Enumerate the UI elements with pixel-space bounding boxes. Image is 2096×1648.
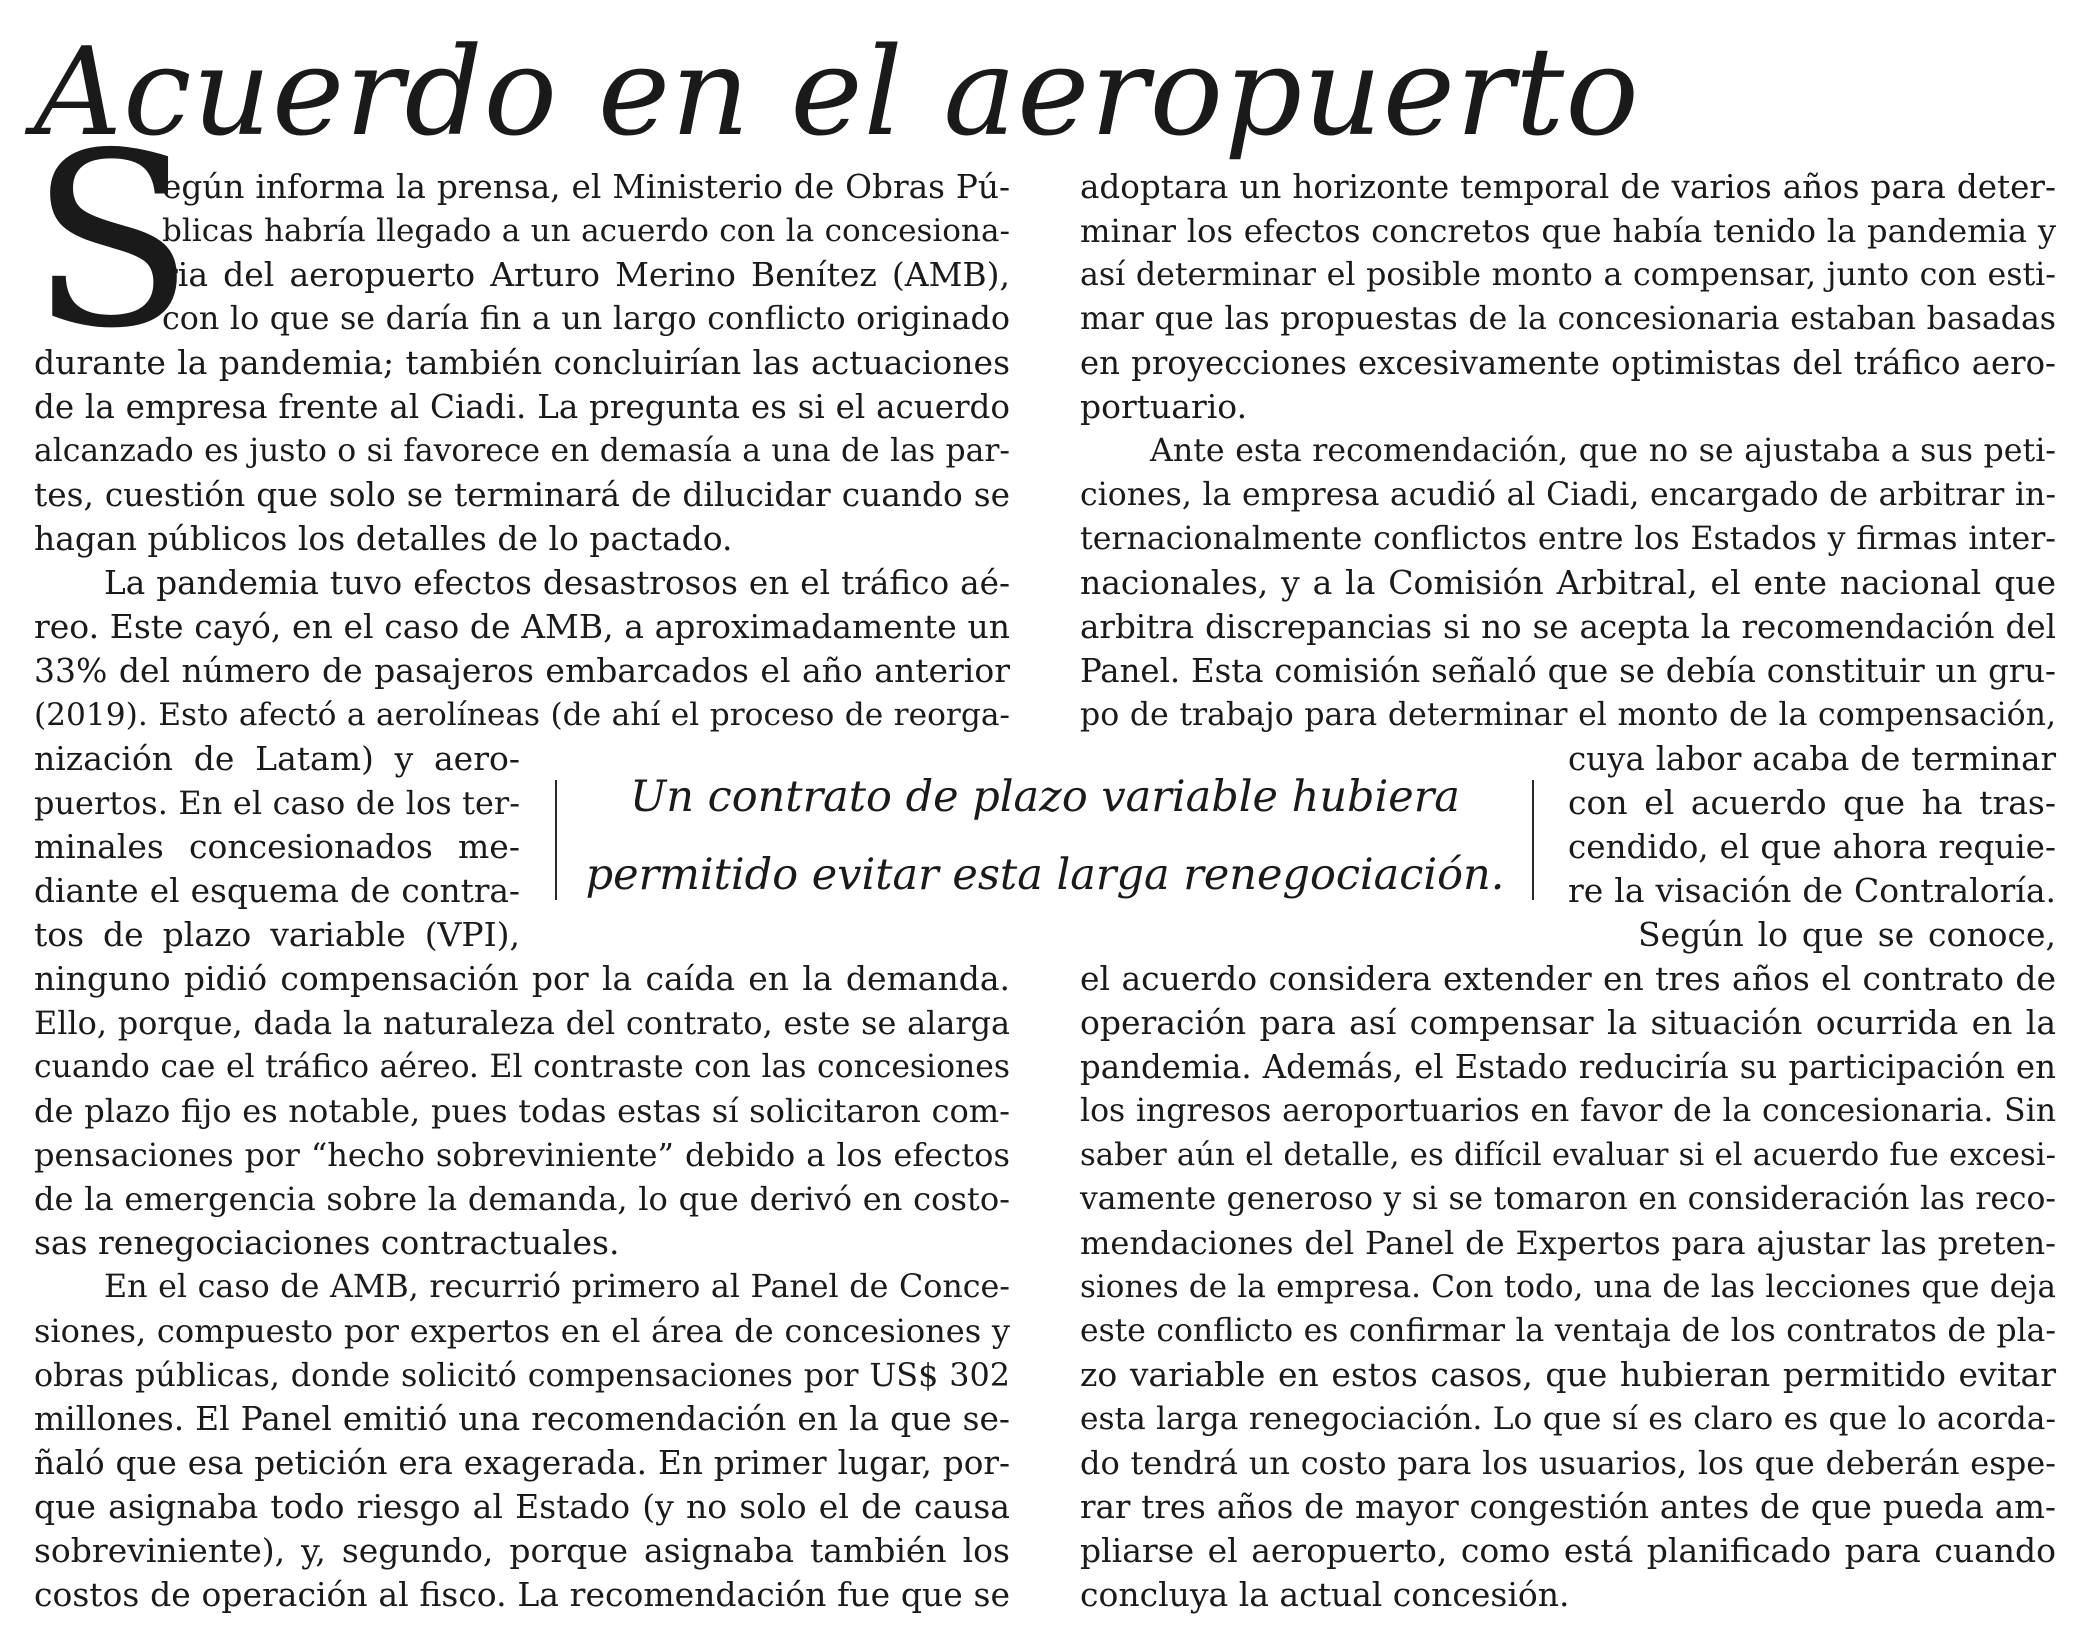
pull-quote-line: Un contrato de plazo variable hubiera (630, 772, 1460, 822)
text-line: ciones, la empresa acudió al Ciadi, encargado de arbitrar in- (1080, 477, 2056, 513)
text-line: pliarse el aeropuerto, como está planificado para cuando (1080, 1531, 2056, 1570)
text-line: de plazo fijo es notable, pues todas estas sí solicitaron com- (34, 1092, 1010, 1130)
text-line: obras públicas, donde solicitó compensaciones por US$ 302 (34, 1356, 1010, 1394)
text-line: de la emergencia sobre la demanda, lo que derivó en costo- (34, 1180, 1010, 1218)
text-line: reo. Este cayó, en el caso de AMB, a aproximadamente un (34, 607, 1010, 646)
text-line: así determinar el posible monto a compensar, junto con esti- (1080, 257, 2056, 293)
text-line: Según lo que se conoce, (1638, 915, 2056, 954)
text-line: ninguno pidió compensación por la caída en la demanda. (34, 959, 1010, 998)
text-line: puertos. En el caso de los ter- (34, 784, 520, 822)
text-line: siones, compuesto por expertos en el área de concesiones y (34, 1312, 1010, 1350)
pull-quote (555, 768, 1535, 918)
text-line: saber aún el detalle, es difícil evaluar si el acuerdo fue excesi- (1080, 1137, 2056, 1173)
text-line: con el acuerdo que ha tras- (1568, 783, 2056, 822)
text-line: sas renegociaciones contractuales. (34, 1223, 620, 1262)
text-line: ñaló que esa petición era exagerada. En primer lugar, por- (34, 1444, 1010, 1482)
text-line: con lo que se daría fin a un largo conflicto originado (162, 301, 1010, 337)
text-line: Ello, porque, dada la naturaleza del contrato, este se alarga (34, 1004, 1010, 1042)
text-line: rar tres años de mayor congestión antes de que pueda am- (1080, 1488, 2056, 1526)
text-line: 33% del número de pasajeros embarcados el año anterior (34, 651, 1010, 690)
text-line: arbitra discrepancias si no se acepta la recomendación del (1080, 608, 2056, 646)
text-line: minales concesionados me- (34, 827, 520, 866)
text-line: costos de operación al fisco. La recomendación fue que se (34, 1575, 1010, 1614)
text-line: nización de Latam) y aero- (34, 739, 520, 778)
text-line: zo variable en estos casos, que hubieran permitido evitar (1080, 1355, 2056, 1394)
article-title: Acuerdo en el aeropuerto (34, 21, 1640, 163)
text-line: do tendrá un costo para los usuarios, los que deberán espe- (1080, 1444, 2056, 1482)
text-line: La pandemia tuvo efectos desastrosos en el tráfico aé- (104, 564, 1010, 602)
text-line: (2019). Esto afectó a aerolíneas (de ahí el proceso de reorga- (34, 697, 1010, 733)
text-line: siones de la empresa. Con todo, una de las lecciones que deja (1080, 1269, 2056, 1305)
text-line: el acuerdo considera extender en tres años el contrato de (1080, 959, 2056, 998)
text-line: re la visación de Contraloría. (1568, 871, 2056, 910)
text-line: ria del aeropuerto Arturo Merino Benítez (AMB), (162, 255, 1010, 294)
text-line: hagan públicos los detalles de lo pactado. (34, 519, 733, 558)
text-line: egún informa la prensa, el Ministerio de Obras Pú- (162, 168, 1010, 206)
text-line: pensaciones por “hecho sobreviniente” debido a los efectos (34, 1136, 1010, 1174)
text-line: Ante esta recomendación, que no se ajustaba a sus peti- (1150, 433, 2056, 469)
text-line: alcanzado es justo o si favorece en demasía a una de las par- (34, 433, 1010, 469)
text-line: en proyecciones excesivamente optimistas del tráfico aero- (1080, 344, 2056, 382)
text-line: blicas habría llegado a un acuerdo con la concesiona- (162, 213, 1010, 249)
text-line: portuario. (1080, 387, 1248, 426)
text-line: nacionales, y a la Comisión Arbitral, el ente nacional que (1080, 563, 2056, 602)
text-line: tes, cuestión que solo se terminará de dilucidar cuando se (34, 476, 1010, 514)
drop-cap: S (30, 101, 195, 381)
text-line: Panel. Esta comisión señaló que se debía constituir un gru- (1080, 652, 2056, 690)
text-line: que asignaba todo riesgo al Estado (y no solo el de causa (34, 1487, 1010, 1526)
text-line: de la empresa frente al Ciadi. La pregunta es si el acuerdo (34, 388, 1010, 426)
text-line: millones. El Panel emitió una recomendación en la que se- (34, 1400, 1010, 1438)
text-line: pandemia. Además, el Estado reduciría su participación en (1080, 1048, 2056, 1086)
text-line: este conflicto es confirmar la ventaja de los contratos de pla- (1080, 1313, 2056, 1349)
text-line: minar los efectos concretos que había tenido la pandemia y (1080, 212, 2056, 250)
text-line: durante la pandemia; también concluirían las actuaciones (34, 343, 1010, 382)
text-line: mendaciones del Panel de Expertos para ajustar las preten- (1080, 1224, 2056, 1262)
text-line: ternacionalmente conflictos entre los Estados y firmas inter- (1080, 521, 2056, 557)
text-line: operación para así compensar la situación ocurrida en la (1080, 1003, 2056, 1042)
text-line: sobreviniente), y, segundo, porque asignaba también los (34, 1531, 1010, 1570)
text-line: po de trabajo para determinar el monto de la compensación, (1080, 697, 2056, 733)
text-line: los ingresos aeroportuarios en favor de la concesionaria. Sin (1080, 1093, 2056, 1129)
text-line: vamente generoso y si se tomaron en consideración las reco- (1080, 1181, 2056, 1217)
text-line: cendido, el que ahora requie- (1568, 828, 2056, 866)
text-line: mar que las propuestas de la concesionaria estaban basadas (1080, 301, 2056, 337)
pull-quote-line: permitido evitar esta larga renegociación. (585, 850, 1505, 900)
text-line: concluya la actual concesión. (1080, 1575, 1570, 1614)
text-line: diante el esquema de contra- (34, 872, 520, 910)
text-line: cuya labor acaba de terminar (1568, 740, 2056, 778)
text-line: cuando cae el tráfico aéreo. El contraste con las concesiones (34, 1049, 1010, 1085)
text-line: adoptara un horizonte temporal de varios años para deter- (1080, 168, 2056, 206)
text-line: esta larga renegociación. Lo que sí es claro es que lo acorda- (1080, 1401, 2056, 1437)
text-line: En el caso de AMB, recurrió primero al Panel de Conce- (104, 1269, 1010, 1305)
text-line: tos de plazo variable (VPI), (34, 915, 520, 954)
